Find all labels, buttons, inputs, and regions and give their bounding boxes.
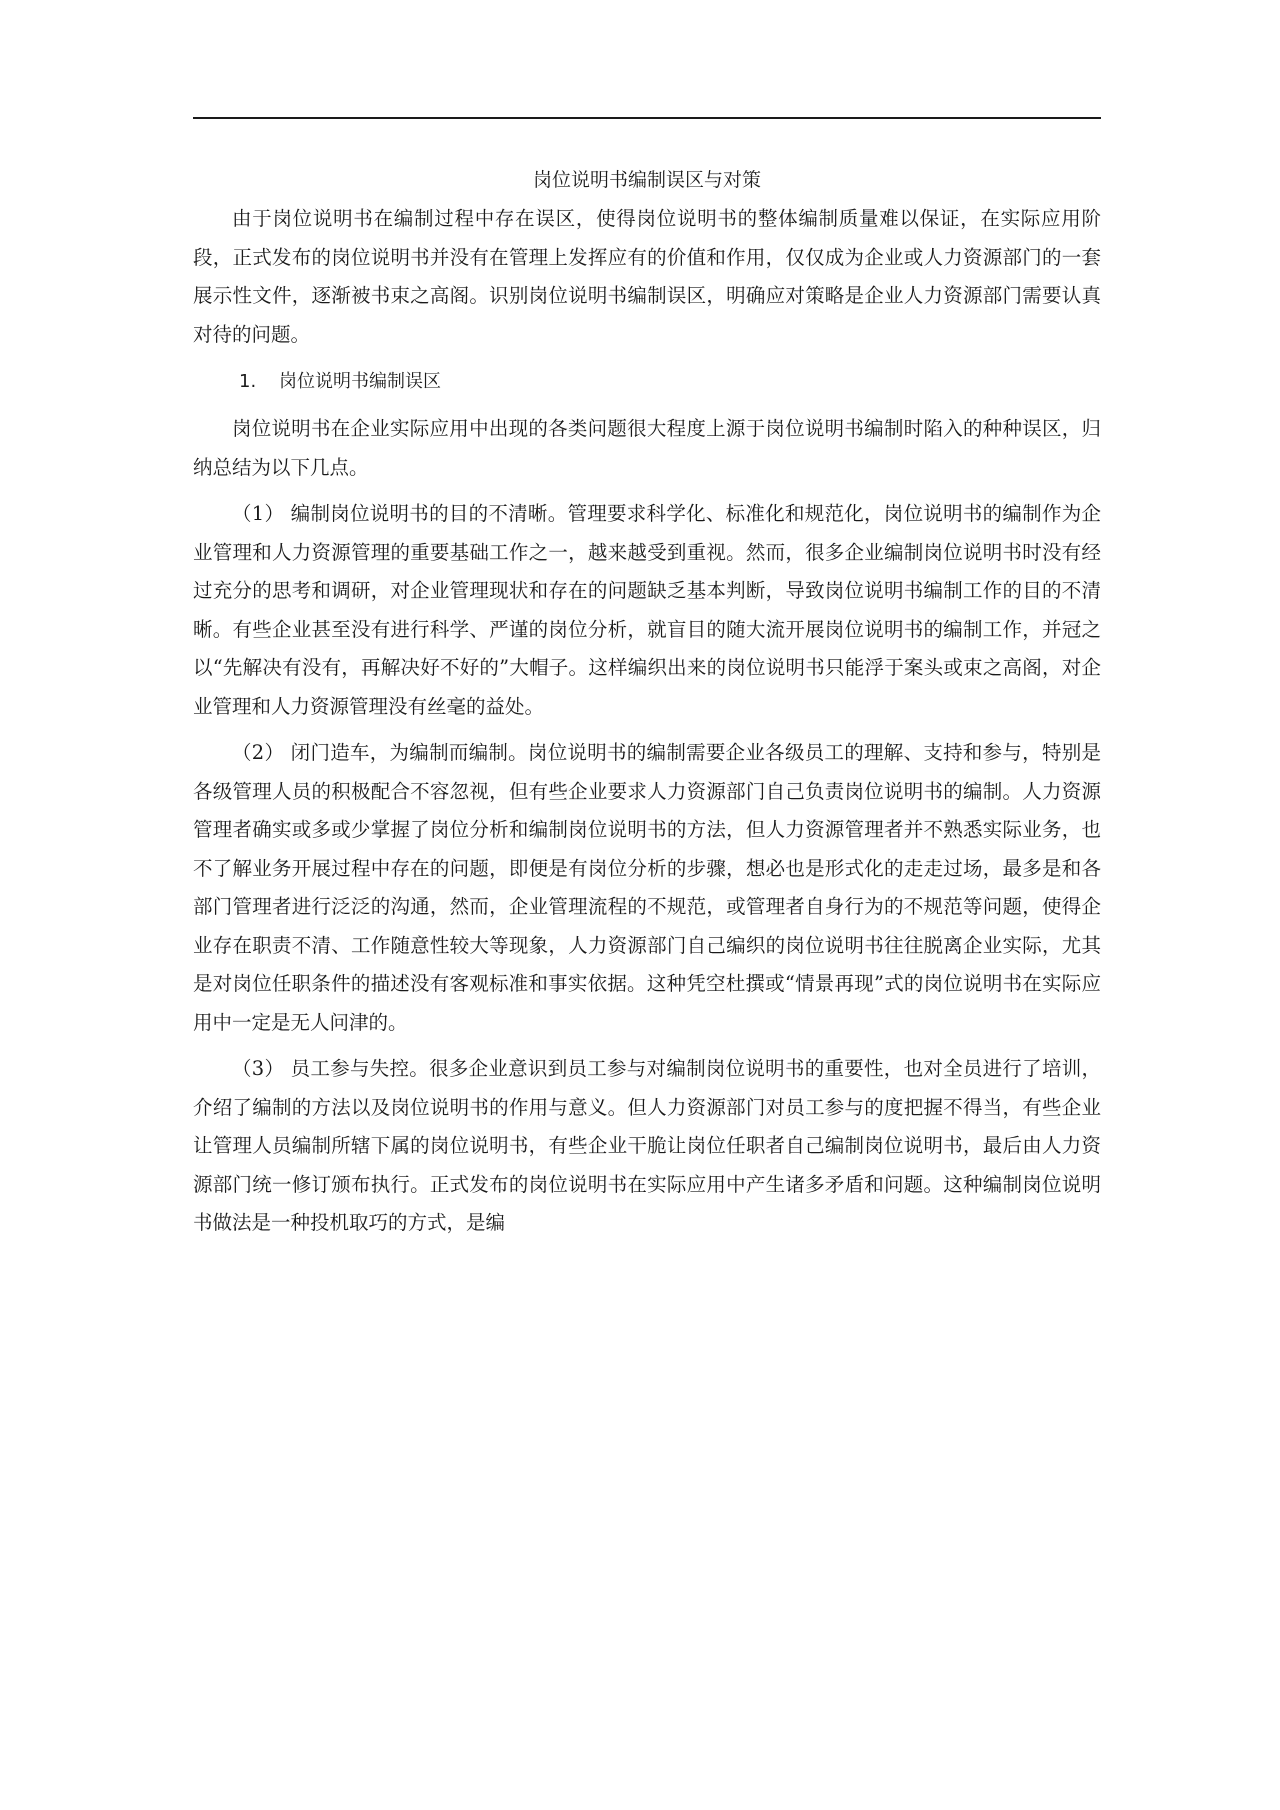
list-item: （3） 员工参与失控。很多企业意识到员工参与对编制岗位说明书的重要性，也对全员进行了培训，介绍了编制的方法以及岗位说明书的作用与意义。但人力资源部门对员工参与的度把握不得当，有些企业让管理人员编制所辖下属的岗位说明书，有些企业干脆让岗位任职者自己编制岗位说明书，最后由人力资源部门统一修订颁布执行。正式发布的岗位说明书在实际应用中产生诸多矛盾和问题。这种编制岗位说明书做法是一种投机取巧的方式，是编: [193, 1057, 1101, 1234]
section-heading: [193, 358, 1101, 406]
document-body: [193, 160, 1101, 1243]
section-heading-text: 岗位说明书编制误区: [279, 371, 441, 392]
page-title: 岗位说明书编制误区与对策: [532, 169, 761, 191]
list-item: （2） 闭门造车，为编制而编制。岗位说明书的编制需要企业各级员工的理解、支持和参与，特别是各级管理人员的积极配合不容忽视，但有些企业要求人力资源部门自己负责岗位说明书的编制。人力资源管理者确实或多或少掌握了岗位分析和编制岗位说明书的方法，但人力资源管理者并不熟悉实际业务，也不了解业务开展过程中存在的问题，即便是有岗位分析的步骤，想必也是形式化的走走过场，最多是和各部门管理者进行泛泛的沟通，然而，企业管理流程的不规范，或管理者自身行为的不规范等问题，使得企业存在职责不清、工作随意性较大等现象，人力资源部门自己编织的岗位说明书往往脱离企业实际，尤其是对岗位任职条件的描述没有客观标准和事实依据。这种凭空杜撰或“情景再现”式的岗位说明书在实际应用中一定是无人问津的。: [193, 741, 1101, 1034]
section-lead-paragraph: 岗位说明书在企业实际应用中出现的各类问题很大程度上源于岗位说明书编制时陷入的种种误区，归纳总结为以下几点。: [193, 417, 1101, 479]
list-item: （1） 编制岗位说明书的目的不清晰。管理要求科学化、标准化和规范化，岗位说明书的编制作为企业管理和人力资源管理的重要基础工作之一，越来越受到重视。然而，很多企业编制岗位说明书时没有经过充分的思考和调研，对企业管理现状和存在的问题缺乏基本判断，导致岗位说明书编制工作的目的不清晰。有些企业甚至没有进行科学、严谨的岗位分析，就盲目的随大流开展岗位说明书的编制工作，并冠之以“先解决有没有，再解决好不好的”大帽子。这样编织出来的岗位说明书只能浮于案头或束之高阁，对企业管理和人力资源管理没有丝毫的益处。: [193, 502, 1101, 718]
intro-paragraph: 由于岗位说明书在编制过程中存在误区，使得岗位说明书的整体编制质量难以保证，在实际应用阶段，正式发布的岗位说明书并没有在管理上发挥应有的价值和作用，仅仅成为企业或人力资源部门的一套展示性文件，逐渐被书束之高阁。识别岗位说明书编制误区，明确应对策略是企业人力资源部门需要认真对待的问题。: [193, 207, 1101, 346]
section-number: 1.: [239, 371, 257, 392]
header-rule: [193, 117, 1101, 119]
